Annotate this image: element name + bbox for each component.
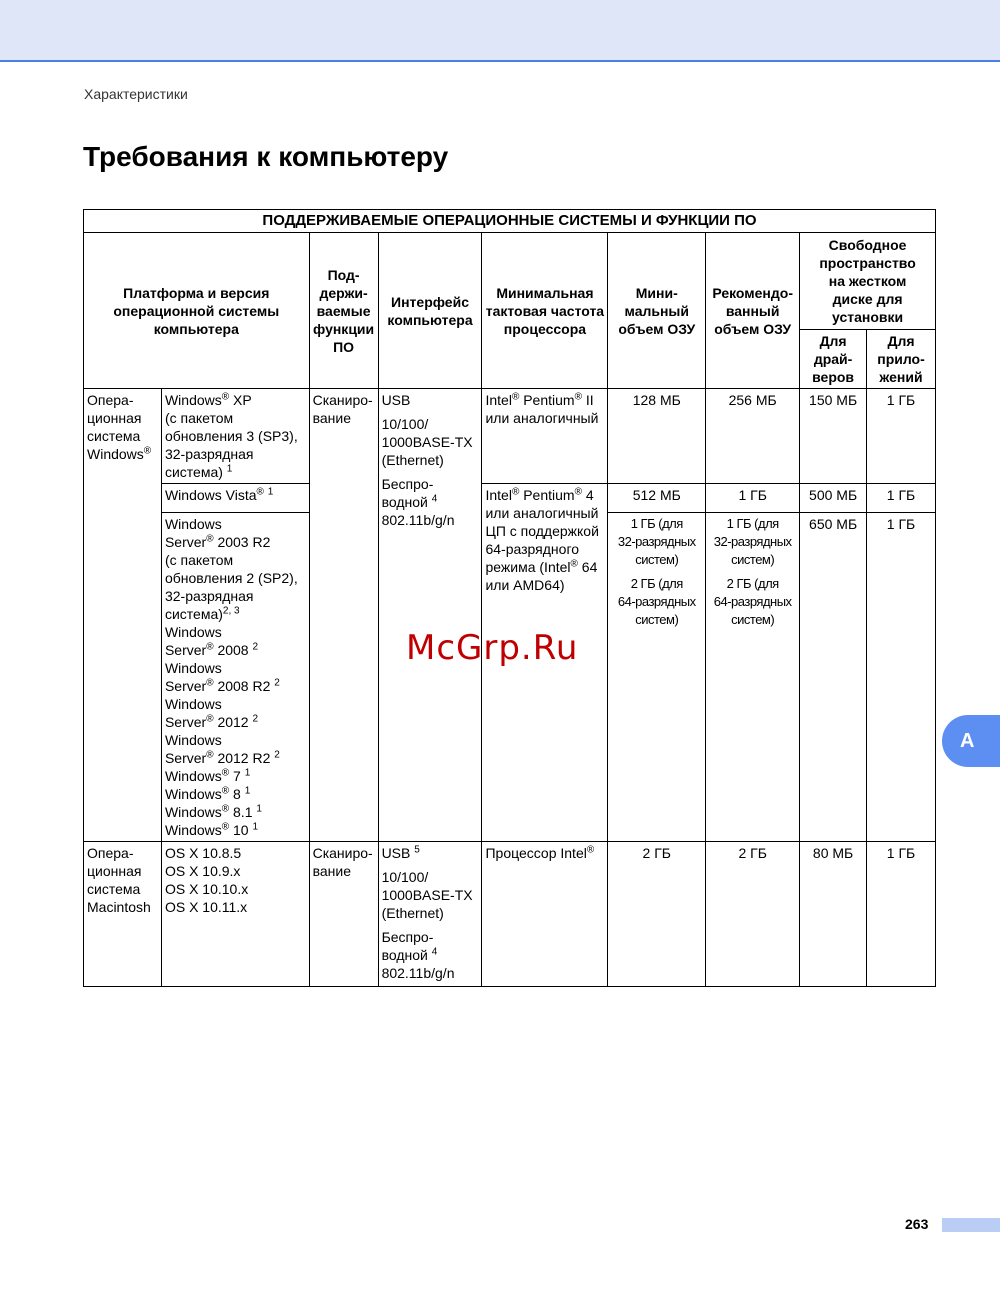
- page-number-bar: [942, 1218, 1000, 1232]
- windows-interface: USB 10/100/ 1000BASE-TX (Ethernet) Беспро- водной $^4$ 802.11b/g/n: [378, 389, 482, 842]
- server-disk-apps: 1 ГБ: [867, 513, 936, 842]
- mac-functions: Сканиро- вание: [309, 842, 378, 987]
- vista-rec-ram: 1 ГБ: [706, 484, 800, 513]
- os-windows-xp: Windows® XP (с пакетом обновления 3 (SP3), 32-разрядная система) $^1$: [161, 389, 309, 484]
- header-min-ram: Мини- мальный объем ОЗУ: [608, 233, 706, 389]
- mac-min-ram: 2 ГБ: [608, 842, 706, 987]
- table-header-row: [84, 233, 936, 330]
- os-windows-vista: Windows Vista® $^1$: [161, 484, 309, 513]
- page-number: 263: [905, 1216, 929, 1232]
- header-platform: Платформа и версия операционной системы компьютера: [84, 233, 310, 389]
- mac-interface: USB $^5$ 10/100/ 1000BASE-TX (Ethernet) Беспро- водной $^4$ 802.11b/g/n: [378, 842, 482, 987]
- xp-disk-apps: 1 ГБ: [867, 389, 936, 484]
- server-rec-ram: 1 ГБ (для 32-разрядных систем) 2 ГБ (для 64-разрядных систем): [706, 513, 800, 842]
- mac-disk-apps: 1 ГБ: [867, 842, 936, 987]
- header-disk-drivers: Для драй- веров: [800, 330, 867, 389]
- appendix-tab[interactable]: A: [942, 715, 1000, 767]
- table-row: [84, 389, 936, 484]
- xp-rec-ram: 256 МБ: [706, 389, 800, 484]
- table-row: [84, 842, 936, 987]
- header-interface: Интерфейс компьютера: [378, 233, 482, 389]
- section-label: Характеристики: [84, 86, 188, 102]
- xp-min-ram: 128 МБ: [608, 389, 706, 484]
- header-disk: Свободное пространство на жестком диске для установки: [800, 233, 936, 330]
- os-windows-label: Опера- ционная система Windows®: [84, 389, 162, 842]
- vista-disk-drivers: 500 МБ: [800, 484, 867, 513]
- xp-cpu: Intel® Pentium® II или аналогичный: [482, 389, 608, 484]
- vista-cpu: Intel® Pentium® 4 или аналогичный ЦП с поддержкой 64-разрядного режима (Intel® 64 или AMD64): [482, 484, 608, 842]
- server-min-ram: 1 ГБ (для 32-разрядных систем) 2 ГБ (для 64-разрядных систем): [608, 513, 706, 842]
- windows-functions: Сканиро- вание: [309, 389, 378, 842]
- vista-disk-apps: 1 ГБ: [867, 484, 936, 513]
- vista-min-ram: 512 МБ: [608, 484, 706, 513]
- server-disk-drivers: 650 МБ: [800, 513, 867, 842]
- header-rec-ram: Рекомендо- ванный объем ОЗУ: [706, 233, 800, 389]
- mac-rec-ram: 2 ГБ: [706, 842, 800, 987]
- header-disk-apps: Для прило- жений: [867, 330, 936, 389]
- table-row: [84, 484, 936, 513]
- os-windows-server-list: Windows Server® 2003 R2 (с пакетом обновления 2 (SP2), 32-разрядная система)$^{2, 3}$ Windows Server® 2008 $^2$ Windows Server® 2008 R2 $^2$ Windows Server® 2012 $^2$ Windows Server® 2012 R2 $^2$ Windows® 7 $^1$ Windows® 8 $^1$ Windows® 8.1 $^1$ Windows® 10 $^1$: [161, 513, 309, 842]
- os-mac-label: Опера- ционная система Macintosh: [84, 842, 162, 987]
- top-header-band: [0, 0, 1000, 62]
- mac-versions: OS X 10.8.5 OS X 10.9.x OS X 10.10.x OS X 10.11.x: [161, 842, 309, 987]
- header-functions: Под- держи- ваемые функции ПО: [309, 233, 378, 389]
- mac-cpu: Процессор Intel®: [482, 842, 608, 987]
- page-title: Требования к компьютеру: [83, 141, 449, 172]
- header-cpu: Минимальная тактовая частота процессора: [482, 233, 608, 389]
- table-caption: ПОДДЕРЖИВАЕМЫЕ ОПЕРАЦИОННЫЕ СИСТЕМЫ И ФУНКЦИИ ПО: [84, 210, 936, 233]
- mac-disk-drivers: 80 МБ: [800, 842, 867, 987]
- system-requirements-table: [83, 209, 936, 987]
- xp-disk-drivers: 150 МБ: [800, 389, 867, 484]
- watermark: McGrp.Ru: [406, 628, 579, 668]
